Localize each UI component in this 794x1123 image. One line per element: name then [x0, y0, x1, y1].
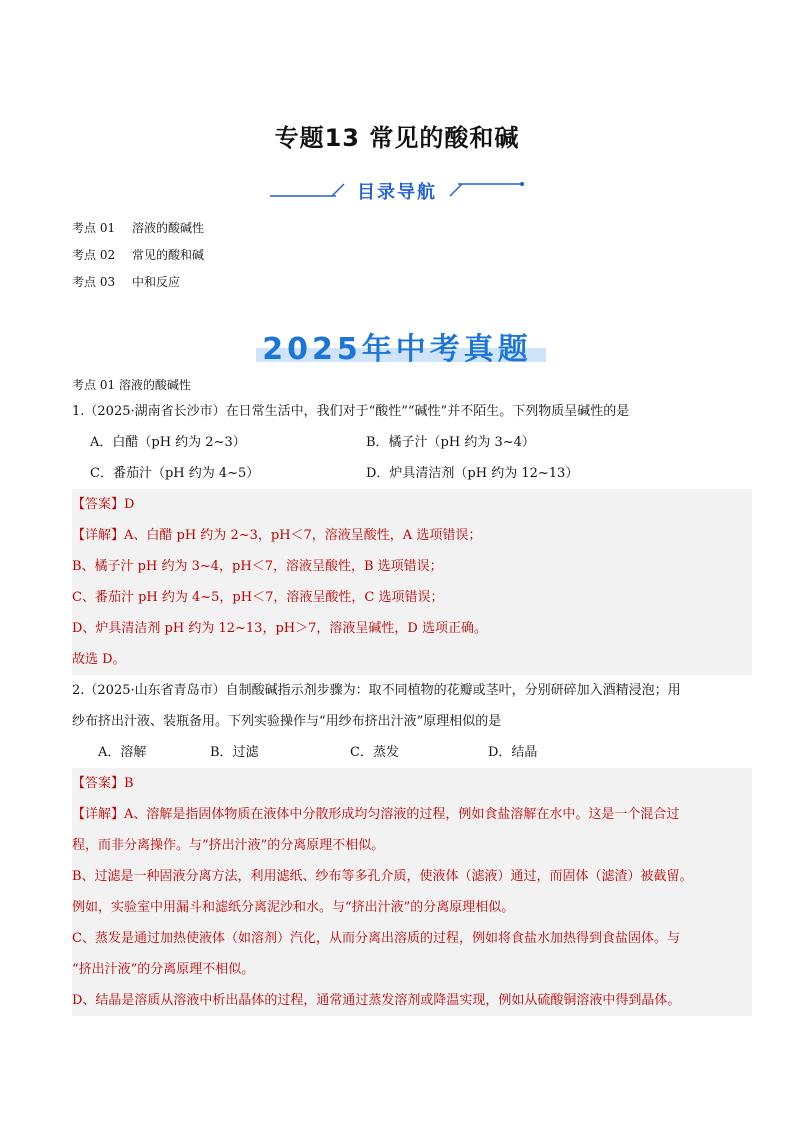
q2-detail-line: B、过滤是一种固液分离方法，利用滤纸、纱布等多孔介质，使液体（滤液）通过，而固体（滤渣）被截留。	[72, 861, 752, 892]
toc-item-number: 考点 02	[72, 248, 116, 262]
q2-detail-line: C、蒸发是通过加热使液体（如溶剂）汽化，从而分离出溶质的过程，例如将食盐水加热得到食盐固体。与	[72, 923, 752, 954]
page-title: 专题13 常见的酸和碱	[274, 124, 520, 152]
q2-stem-line-1: 2.（2025·山东省青岛市）自制酸碱指示剂步骤为：取不同植物的花瓣或茎叶，分别研碎加入酒精浸泡；用	[72, 683, 681, 698]
toc-item-number: 考点 01	[72, 221, 116, 235]
toc-item-text: 中和反应	[132, 275, 181, 289]
q1-option-d: D．炉具清洁剂（pH 约为 12~13）	[366, 466, 579, 481]
q1-option-b: B．橘子汁（pH 约为 3~4）	[366, 435, 535, 450]
q2-option-b: B．过滤	[210, 745, 259, 760]
table-of-contents	[72, 219, 204, 300]
q1-detail-line: C、番茄汁 pH 约为 4~5，pH＜7，溶液呈酸性，C 选项错误；	[72, 582, 752, 613]
q2-options-row	[72, 737, 752, 768]
q1-detail-line: B、橘子汁 pH 约为 3~4，pH＜7，溶液呈酸性，B 选项错误；	[72, 551, 752, 582]
q2-stem-line-2: 纱布挤出汁液、装瓶备用。下列实验操作与“用纱布挤出汁液”原理相似的是	[72, 714, 502, 729]
q1-options-row-2	[72, 458, 752, 489]
section-title: 2025年中考真题	[262, 332, 532, 367]
question-content	[72, 374, 752, 1016]
toc-item-number: 考点 03	[72, 275, 116, 289]
q2-option-d: D．结晶	[488, 745, 538, 760]
q2-detail-line: “挤出汁液”的分离原理不相似。	[72, 954, 752, 985]
toc-item[interactable]	[72, 246, 204, 273]
toc-nav-banner	[270, 176, 524, 204]
q1-detail-line: 【详解】A、白醋 pH 约为 2~3，pH＜7，溶液呈酸性，A 选项错误；	[72, 520, 752, 551]
toc-nav-label: 目录导航	[357, 182, 437, 203]
q2-detail-line: 程，而非分离操作。与“挤出汁液”的分离原理不相似。	[72, 830, 752, 861]
q2-option-a: A．溶解	[98, 745, 147, 760]
q1-option-a: A．白醋（pH 约为 2~3）	[90, 435, 246, 450]
q1-detail-line: 故选 D。	[72, 644, 752, 675]
toc-item[interactable]	[72, 273, 204, 300]
toc-item-text: 常见的酸和碱	[132, 248, 205, 262]
q1-stem: 1.（2025·湖南省长沙市）在日常生活中，我们对于“酸性”“碱性”并不陌生。下列物质呈碱性的是	[72, 404, 630, 419]
toc-item[interactable]	[72, 219, 204, 246]
q1-detail-line: D、炉具清洁剂 pH 约为 12~13，pH＞7，溶液呈碱性，D 选项正确。	[72, 613, 752, 644]
q1-option-c: C．番茄汁（pH 约为 4~5）	[90, 466, 260, 481]
q2-detail-line: D、结晶是溶质从溶液中析出晶体的过程，通常通过蒸发溶剂或降温实现，例如从硫酸铜溶液中得到晶体。	[72, 985, 752, 1016]
section-banner	[248, 322, 546, 368]
q2-detail-line: 【详解】A、溶解是指固体物质在液体中分散形成均匀溶液的过程，例如食盐溶解在水中。这是一个混合过	[72, 799, 752, 830]
q2-detail-line: 例如，实验室中用漏斗和滤纸分离泥沙和水。与“挤出汁液”的分离原理相似。	[72, 892, 752, 923]
toc-item-text: 溶液的酸碱性	[132, 221, 205, 235]
q1-options-row-1	[72, 427, 752, 458]
q2-answer: 【答案】B	[72, 768, 752, 799]
q2-option-c: C．蒸发	[350, 745, 399, 760]
topic-label: 考点 01 溶液的酸碱性	[72, 378, 191, 392]
q1-answer: 【答案】D	[72, 489, 752, 520]
